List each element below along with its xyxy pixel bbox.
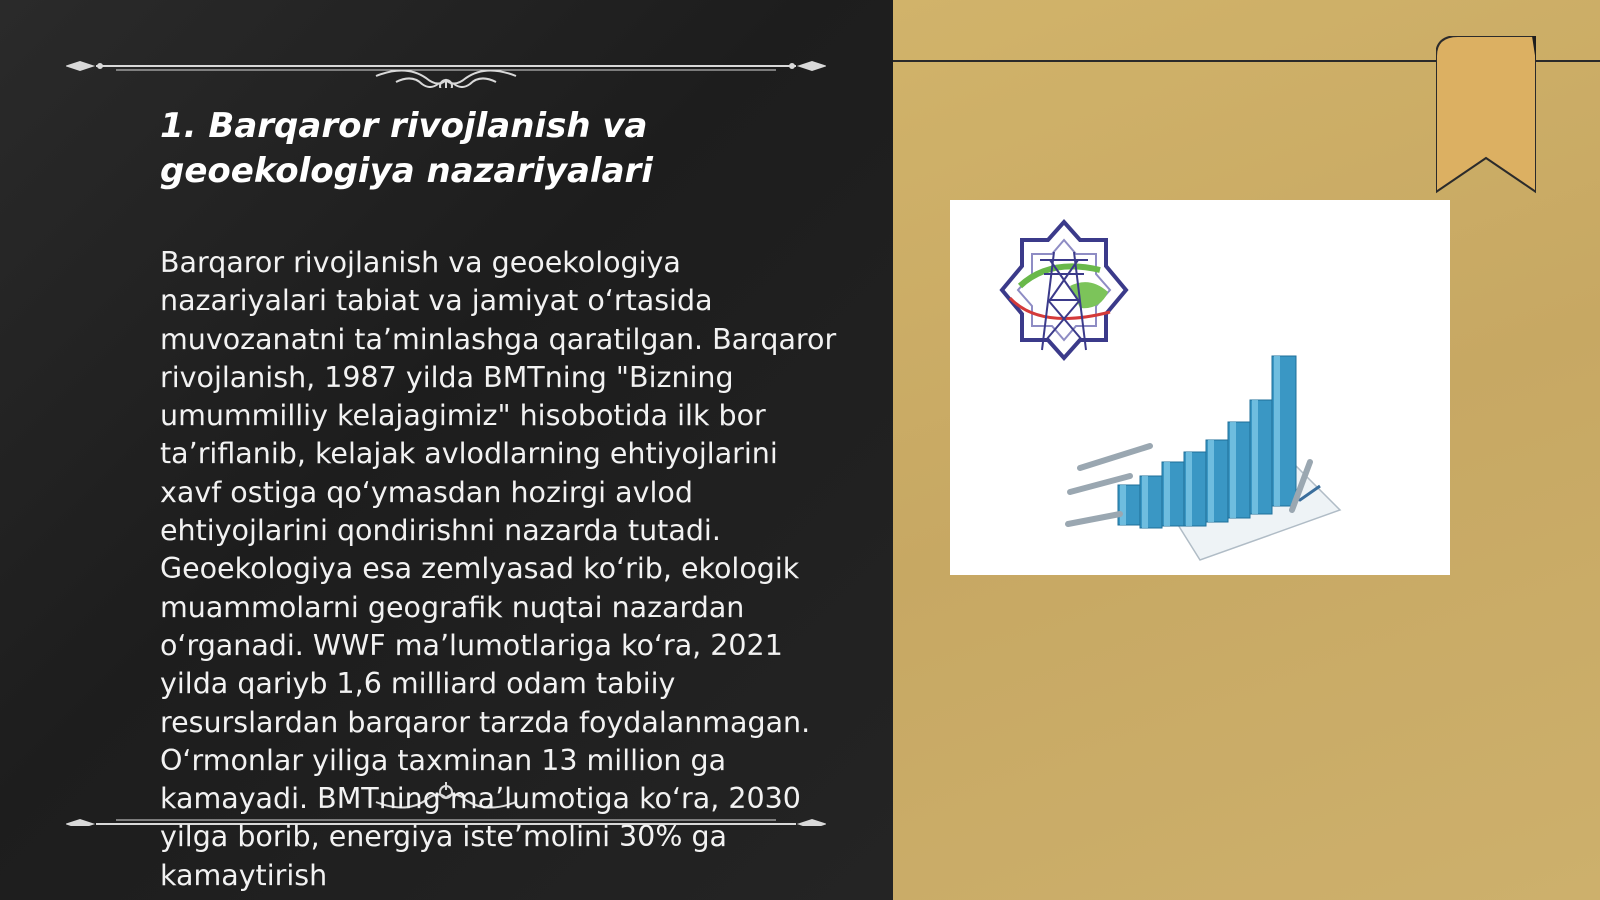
ribbon-bookmark-icon <box>1436 36 1536 196</box>
slide-title: 1. Barqaror rivojlanish va geoekologiya nazariyalari <box>160 106 653 191</box>
bar-chart-clipart <box>1068 356 1340 560</box>
slide-body-text: Barqaror rivojlanish va geoekologiya nazariyalari tabiat va jamiyat oʻrtasida muvozanatni taʼminlashga qaratilgan. Barqaror rivojlanish, 1987 yilda BMTning "Bizning umummilliy kelajagimiz" hisobotida ilk bor taʼriflanib, kelajak avlodlarning ehtiyojlarini xavf ostiga qoʻymasdan hozirgi avlod ehtiyojlarini qondirishni nazarda tutadi. Geoekologiya esa zemlyasad koʻrib, ekologik muammolarni geografik nuqtai nazardan oʻrganadi. WWF maʼlumotlariga koʻra, 2021 yilda qariyb 1,6 milliard odam tabiiy resurslardan barqaror tarzda foydalanmagan. Oʻrmonlar yiliga taxminan 13 million ga kamayadi. BMTning maʼlumotiga koʻra, 2030 yilga borib, energiya isteʼmolini 30% ga kamaytirish <box>160 246 837 892</box>
power-tower-star-logo <box>1002 222 1126 358</box>
slide-picture <box>950 200 1450 575</box>
scroll-ornament-icon <box>66 44 826 88</box>
